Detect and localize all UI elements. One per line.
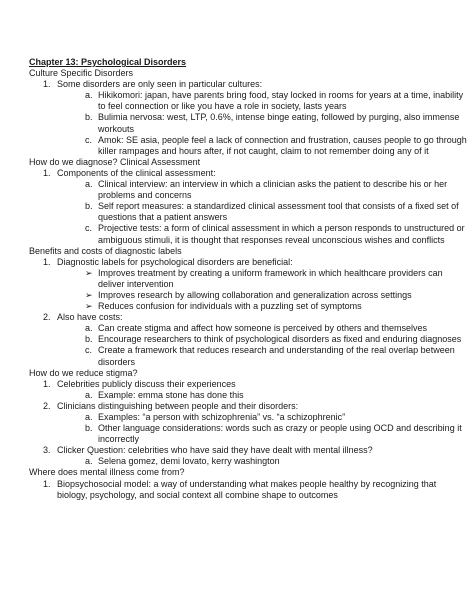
list-marker: a. xyxy=(85,90,93,101)
sub-item xyxy=(29,345,469,367)
list-marker: c. xyxy=(85,345,93,356)
sub-item xyxy=(29,423,469,445)
section-heading-text: Culture Specific Disorders xyxy=(29,68,134,79)
list-item-text: Biopsychosocial model: a way of understanding what makes people healthy by recognizing that biology, psychology, and social context all combine shape to outcomes xyxy=(57,478,437,500)
list-marker: 2. xyxy=(43,312,51,323)
numbered-item xyxy=(29,445,469,456)
list-item-text: Example: emma stone has done this xyxy=(98,389,244,400)
list-item-text: Selena gomez, demi lovato, kerry washington xyxy=(98,456,280,467)
list-marker: b. xyxy=(85,423,93,434)
sub-item xyxy=(29,201,469,223)
sub-item xyxy=(29,334,469,345)
sub-item xyxy=(29,323,469,334)
sub-item xyxy=(29,301,469,312)
section-heading-text: How do we diagnose? Clinical Assessment xyxy=(29,156,201,167)
sub-item xyxy=(29,179,469,201)
list-item-text: Clinical interview: an interview in which a clinician asks the patient to describe his or her problems and concerns xyxy=(98,179,448,201)
section-heading-text: Benefits and costs of diagnostic labels xyxy=(29,245,182,256)
list-item-text: Improves treatment by creating a uniform framework in which healthcare providers can deliver intervention xyxy=(98,267,443,289)
list-item-text: Some disorders are only seen in particular cultures: xyxy=(57,79,263,90)
numbered-item xyxy=(29,401,469,412)
bullet-icon: ➢ xyxy=(85,289,93,300)
sub-item xyxy=(29,390,469,401)
bullet-icon: ➢ xyxy=(85,267,93,278)
list-item-text: Clicker Question: celebrities who have said they have dealt with mental illness? xyxy=(57,445,373,456)
sub-item xyxy=(29,112,469,134)
list-item-text: Bulimia nervosa: west, LTP, 0.6%, intense binge eating, followed by purging, also immense workouts xyxy=(98,112,460,134)
list-item-text: Also have costs: xyxy=(57,312,123,323)
sub-item xyxy=(29,135,469,157)
section-heading xyxy=(29,157,469,168)
list-marker: 2. xyxy=(43,400,51,411)
numbered-item xyxy=(29,168,469,179)
list-item-text: Diagnostic labels for psychological disorders are beneficial: xyxy=(57,256,293,267)
sub-item xyxy=(29,456,469,467)
page-title: Chapter 13: Psychological Disorders xyxy=(29,57,187,67)
list-marker: a. xyxy=(85,456,93,467)
list-marker: 1. xyxy=(43,79,51,90)
numbered-item xyxy=(29,79,469,90)
section-heading-text: How do we reduce stigma? xyxy=(29,367,138,378)
list-item-text: Reduces confusion for individuals with a puzzling set of symptoms xyxy=(98,301,362,312)
list-item-text: Self report measures: a standardized clinical assessment tool that consists of a fixed set of questions that a patient answers xyxy=(98,201,459,223)
list-marker: a. xyxy=(85,389,93,400)
sub-item xyxy=(29,412,469,423)
section-heading xyxy=(29,368,469,379)
list-item-text: Create a framework that reduces research and understanding of the real overlap between disorders xyxy=(98,345,455,367)
section-heading-text: Where does mental illness come from? xyxy=(29,467,185,478)
sub-item xyxy=(29,223,469,245)
list-item-text: Projective tests: a form of clinical assessment in which a person responds to unstructured or ambiguous stimuli, it is thought that responses reveal unconscious wishes and conflicts xyxy=(98,223,465,245)
section-heading xyxy=(29,467,469,478)
list-marker: 1. xyxy=(43,256,51,267)
list-item-text: Other language considerations: words such as crazy or people using OCD and describing it incorrectly xyxy=(98,423,462,445)
list-item-text: Hikikomori: japan, have parents bring food, stay locked in rooms for years at a time, inability to feel connection or like you have a role in society, lasts years xyxy=(98,90,464,112)
list-item-text: Encourage researchers to think of psychological disorders as fixed and enduring diagnoses xyxy=(98,334,462,345)
numbered-item xyxy=(29,257,469,268)
list-marker: b. xyxy=(85,112,93,123)
list-marker: c. xyxy=(85,223,93,234)
numbered-item xyxy=(29,379,469,390)
list-item-text: Can create stigma and affect how someone is perceived by others and themselves xyxy=(98,323,428,334)
list-marker: 1. xyxy=(43,378,51,389)
bullet-icon: ➢ xyxy=(85,301,93,312)
notes-body xyxy=(29,57,469,501)
list-item-text: Examples: “a person with schizophrenia” vs. “a schizophrenic” xyxy=(98,412,346,422)
section-heading xyxy=(29,68,469,79)
list-marker: 3. xyxy=(43,445,51,456)
list-marker: b. xyxy=(85,334,93,345)
sub-item xyxy=(29,268,469,290)
numbered-item xyxy=(29,312,469,323)
list-item-text: Amok: SE asia, people feel a lack of connection and frustration, causes people to go through killer rampages and hours after, if not caught, claim to not remember doing any of it xyxy=(98,134,467,156)
numbered-item xyxy=(29,479,469,501)
sub-item xyxy=(29,90,469,112)
list-item-text: Improves research by allowing collaboration and generalization across settings xyxy=(98,289,412,300)
section-heading xyxy=(29,246,469,257)
list-marker: a. xyxy=(85,179,93,190)
list-marker: a. xyxy=(85,323,93,334)
sub-item xyxy=(29,290,469,301)
list-item-text: Celebrities publicly discuss their experiences xyxy=(57,378,236,389)
list-item-text: Components of the clinical assessment: xyxy=(57,167,216,178)
list-marker: a. xyxy=(85,412,93,422)
list-marker: c. xyxy=(85,134,93,145)
list-marker: 1. xyxy=(43,478,51,489)
list-item-text: Clinicians distinguishing between people and their disorders: xyxy=(57,400,299,411)
list-marker: 1. xyxy=(43,167,51,178)
list-marker: b. xyxy=(85,201,93,212)
